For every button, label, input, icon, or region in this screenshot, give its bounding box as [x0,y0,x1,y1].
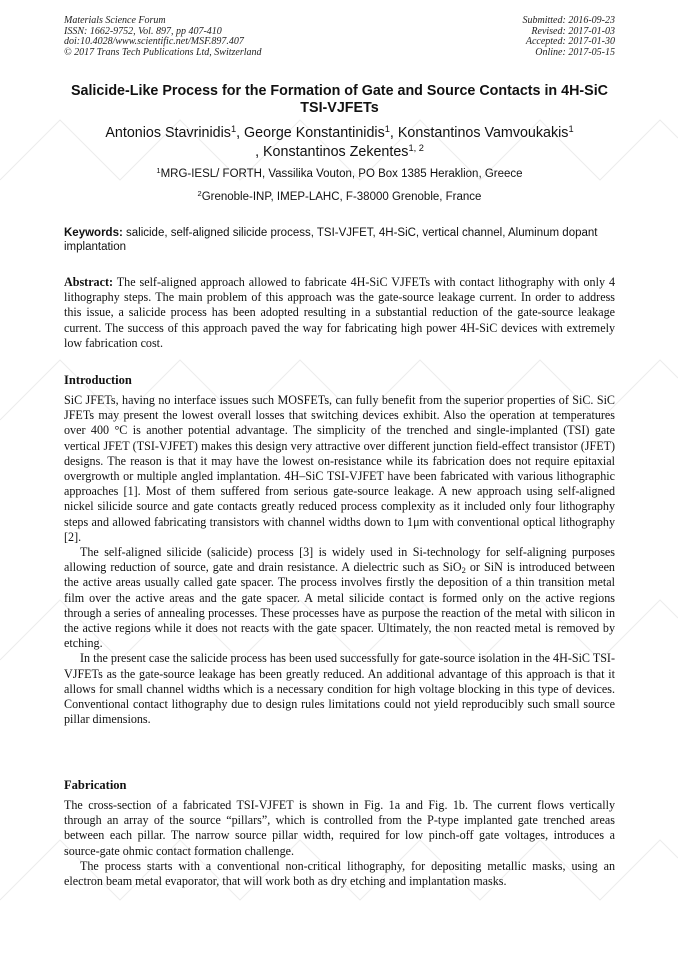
affiliation-2 [64,190,615,204]
journal-header-left [64,16,262,58]
abstract-label: Abstract: [64,275,114,289]
author-name: , Konstantinos Vamvoukakis [389,125,569,141]
author-name: Antonios Stavrinidis [105,125,231,141]
journal-header-right [523,16,616,58]
abstract-text: The self-aligned approach allowed to fabricate 4H-SiC VJFETs with contact lithography with only 4 lithography steps. The main problem of this approach was the gate-source leakage current. In order to address this issue, a salicide process has been adopted resulting in a substantial reduction of the gate-source leakage current. The success of this approach paved the way for fabricating high power 4H-SiC devices with extremely low fabrication cost. [64,275,615,350]
author-affil-sup: 1 [568,123,574,134]
paragraph: The cross-section of a fabricated TSI-VJFET is shown in Fig. 1a and Fig. 1b. The current flows vertically through an array of the source “pillars”, which is controlled from the P-type implanted gate trenched areas between each pillar. The narrow source pillar width, required for low pinch-off gate voltages, introduces a source-gate ohmic contact formation challenge. [64,798,615,858]
online-date: Online: 2017-05-15 [535,46,615,58]
author-list [64,124,615,162]
accepted-date: Accepted: 2017-01-30 [525,36,615,47]
subscript: 2 [461,565,466,576]
doi-line: doi:10.4028/www.scientific.net/MSF.897.407 [64,36,244,47]
journal-name: Materials Science Forum [64,15,166,26]
keywords-label: Keywords: [64,227,123,239]
introduction-heading: Introduction [64,373,132,387]
author-affil-sup: 1, 2 [408,142,424,153]
author-name: , George Konstantinidis [236,125,385,141]
revised-date: Revised: 2017-01-03 [531,25,615,37]
issn-line: ISSN: 1662-9752, Vol. 897, pp 407-410 [64,25,222,37]
paragraph [64,545,615,651]
copyright-line: © 2017 Trans Tech Publications Ltd, Switzerland [64,46,262,58]
affiliation-sup: 2 [197,188,202,198]
author-affil-sup: 1 [384,123,390,134]
affiliation-sup: 1 [156,165,161,175]
paragraph: The process starts with a conventional non-critical lithography, for depositing metallic masks, using an electron beam metal evaporator, that will work both as dry etching and implantation masks. [64,858,615,889]
affiliation-1 [64,167,615,181]
paragraph-text: The self-aligned silicide (salicide) process [3] is widely used in Si-technology for self-aligning purposes allowing reduction of source, gate and drain resistance. A dielectric such as SiO [64,545,615,575]
paper-title: Salicide-Like Process for the Formation of Gate and Source Contacts in 4H-SiC TSI-VJFETs [70,83,609,116]
paragraph: SiC JFETs, having no interface issues such MOSFETs, can fully benefit from the superior properties of SiC. SiC JFETs may present the lowest overall losses that switching devices exhibit. Also the operation at temperatures over 400 °C is another potential advantage. The simplicity of the trenched and single-implanted (TSI) gate vertical JFET (TSI-VJFET) makes this design very attractive over different junction field-effect transistor (JFET) designs. The reason is that it may have the lowest on-resistance while its fabrication does not require epitaxial overgrowth or multiple angled implantation. 4H–SiC TSI-VJFET have been fabricated with various lithographic approaches [1]. Most of them suffered from serious gate-source leakage. A new approach using self-aligned nickel silicide source and gate contacts greatly reduced process complexity as it included only four lithography steps and allowed fabricating transistors with channel widths down to 1μm with conventional optical lithography [2]. [64,393,615,544]
affiliation-text: MRG-IESL/ FORTH, Vassilika Vouton, PO Box 1385 Heraklion, Greece [160,168,523,180]
author-affil-sup: 1 [230,123,237,134]
abstract [64,275,615,351]
submitted-date: Submitted: 2016-09-23 [522,15,615,26]
keywords-text: salicide, self-aligned silicide process, TSI-VJFET, 4H-SiC, vertical channel, Aluminum dopant implantation [64,227,598,253]
keywords [64,226,615,254]
paragraph: In the present case the salicide process has been used successfully for gate-source isolation in the 4H-SiC TSI-VJFETs as the gate-source leakage has been greatly reduced. An additional advantage of this approach is that it allows for small channel widths which is a necessary condition for high voltage blocking in this type of devices. Conventional contact lithography due to design rules limitations could not yield reproducibly such small source pillar dimensions. [64,651,615,727]
introduction-body [64,393,615,727]
affiliation-text: Grenoble-INP, IMEP-LAHC, F-38000 Grenoble, France [201,191,482,203]
author-name: , Konstantinos Zekentes [255,144,409,160]
paragraph-text: or SiN is introduced between the active areas usually called gate spacer. The process involves firstly the deposition of a thin transition metal film over the active areas and the gate spacer. A metal silicide contact is formed only on the active regions through a series of annealing processes. These processes have as purpose the reaction of the metal with silicon in the active regions while it does not reacts with the gate spacer. Ultimately, the non reacted metal is removed by etching. [64,560,615,651]
fabrication-body [64,798,615,889]
fabrication-heading: Fabrication [64,778,127,792]
